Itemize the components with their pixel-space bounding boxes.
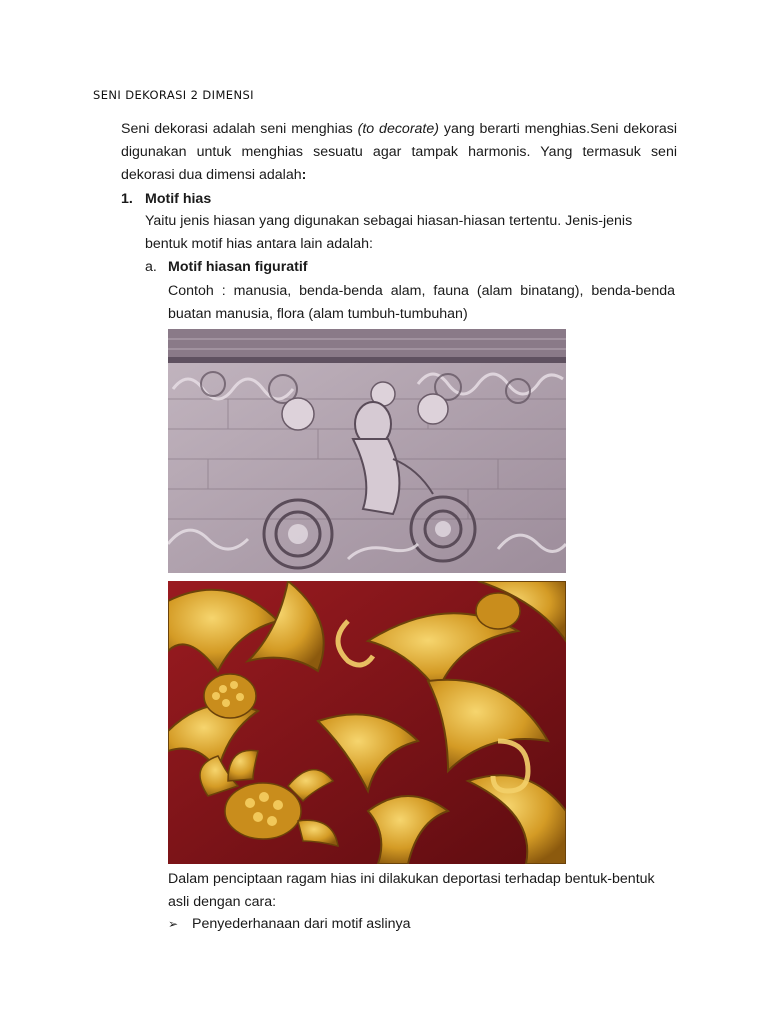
intro-colon: :: [301, 167, 307, 183]
intro-paragraph: [121, 118, 677, 187]
section-number: 1.: [121, 191, 133, 207]
subsection-body: Contoh : manusia, benda-benda alam, fauna (alam binatang), benda-benda buatan manusia, flora (alam tumbuh-tumbuhan): [168, 283, 675, 322]
section-body: Yaitu jenis hiasan yang digunakan sebagai hiasan-hiasan tertentu. Jenis-jenis bentuk motif hias antara lain adalah:: [145, 213, 633, 252]
intro-text-part1: Seni dekorasi adalah seni menghias: [121, 121, 358, 137]
after-images-paragraph: Dalam penciptaan ragam hias ini dilakukan deportasi terhadap bentuk-bentuk asli dengan cara:: [168, 871, 655, 910]
intro-italic-term: (to decorate): [357, 121, 439, 137]
gold-carving-illustration: [168, 581, 566, 864]
document-heading: SENI DEKORASI 2 DIMENSI: [93, 88, 254, 102]
intro-text-part2: yang berarti menghias.Seni dekorasi digunakan untuk menghias sesuatu agar tampak harmonis. Yang termasuk seni dekorasi dua dimensi adalah: [121, 121, 678, 183]
bullet-item-text: Penyederhanaan dari motif aslinya: [192, 916, 411, 932]
stone-relief-image: [168, 329, 566, 573]
section-title: Motif hias: [145, 191, 212, 207]
gold-carving-image: [168, 581, 566, 864]
subsection-title: Motif hiasan figuratif: [168, 259, 308, 275]
subsection-label: a.: [145, 259, 157, 275]
arrow-bullet-icon: ➢: [168, 917, 179, 931]
stone-relief-illustration: [168, 329, 566, 573]
